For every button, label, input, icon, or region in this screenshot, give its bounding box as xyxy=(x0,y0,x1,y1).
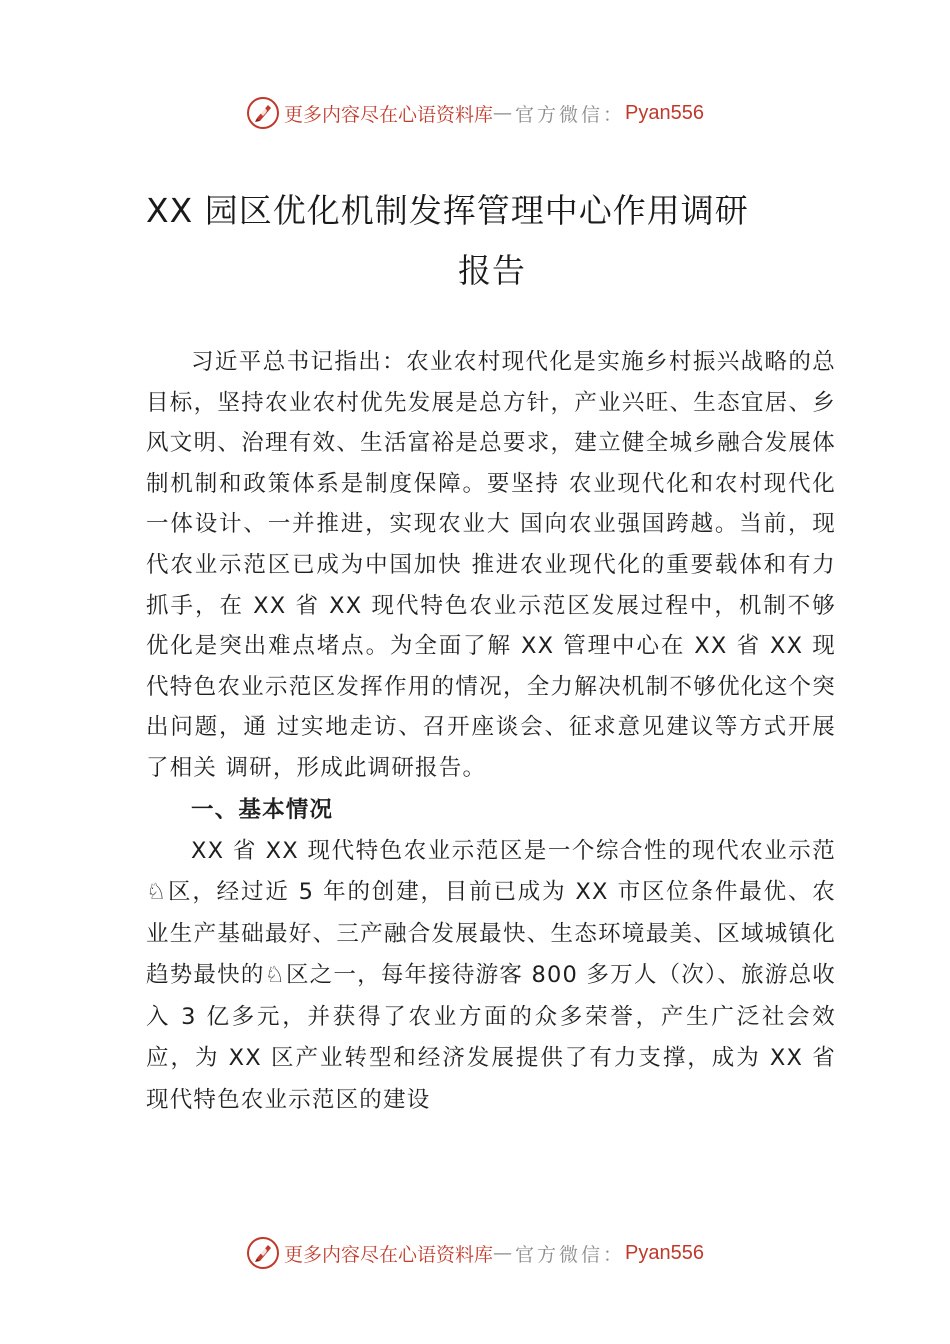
footer-banner xyxy=(0,1233,950,1273)
section-heading-1: 一、基本情况 xyxy=(191,796,334,823)
banner-wechat-id: Pyan556 xyxy=(625,101,704,124)
banner-red-text: 更多内容尽在心语资料库 xyxy=(284,1243,494,1266)
banner-gray-text: 官方微信： xyxy=(515,103,626,126)
banner-red-text: 更多内容尽在心语资料库 xyxy=(284,103,494,126)
header-banner xyxy=(0,93,950,133)
banner-gray-text: 官方微信： xyxy=(515,1243,626,1266)
banner-wechat-id: Pyan556 xyxy=(625,1241,704,1264)
pen-heart-logo-icon xyxy=(246,96,280,130)
body-paragraph-2: XX 省 XX 现代特色农业示范区是一个综合性的现代农业示范♘区，经过近 5 年的创建，目前已成为 XX 市区位条件最优、农业生产基础最好、三产融合发展最快、生态环境最美、区域城镇化趋势最快的♘区之一，每年接待游客 800 多万人（次）、旅游总收入 3 亿多元，并获得了农业方面的众多荣誉，产生广泛社会效应，为 XX 区产业转型和经济发展提供了有力支撑，成为 XX 省现代特色农业示范区的建设 xyxy=(146,837,836,1113)
banner-dash: — xyxy=(493,1242,516,1264)
document-title-line1: XX 园区优化机制发挥管理中心作用调研 xyxy=(146,191,749,230)
document-title-line2: 报告 xyxy=(458,251,526,290)
banner-dash: — xyxy=(493,102,516,124)
pen-heart-logo-icon xyxy=(246,1236,280,1270)
document-body xyxy=(146,342,836,1121)
body-paragraph-1: 习近平总书记指出：农业农村现代化是实施乡村振兴战略的总目标，坚持农业农村优先发展是总方针，产业兴旺、生态宜居、乡风文明、治理有效、生活富裕是总要求，建立健全城乡融合发展体制机制和政策体系是制度保障。要坚持 农业现代化和农村现代化一体设计、一并推进，实现农业大 国向农业强国跨越。当前，现代农业示范区已成为中国加快 推进农业现代化的重要载体和有力抓手，在 XX 省 XX 现代特色农业示范区发展过程中，机制不够优化是突出难点堵点。为全面了解 XX 管理中心在 XX 省 XX 现代特色农业示范区发挥作用的情况，全力解决机制不够优化这个突出问题，通 过实地走访、召开座谈会、征求意见建议等方式开展了相关 调研，形成此调研报告。 xyxy=(146,349,836,781)
